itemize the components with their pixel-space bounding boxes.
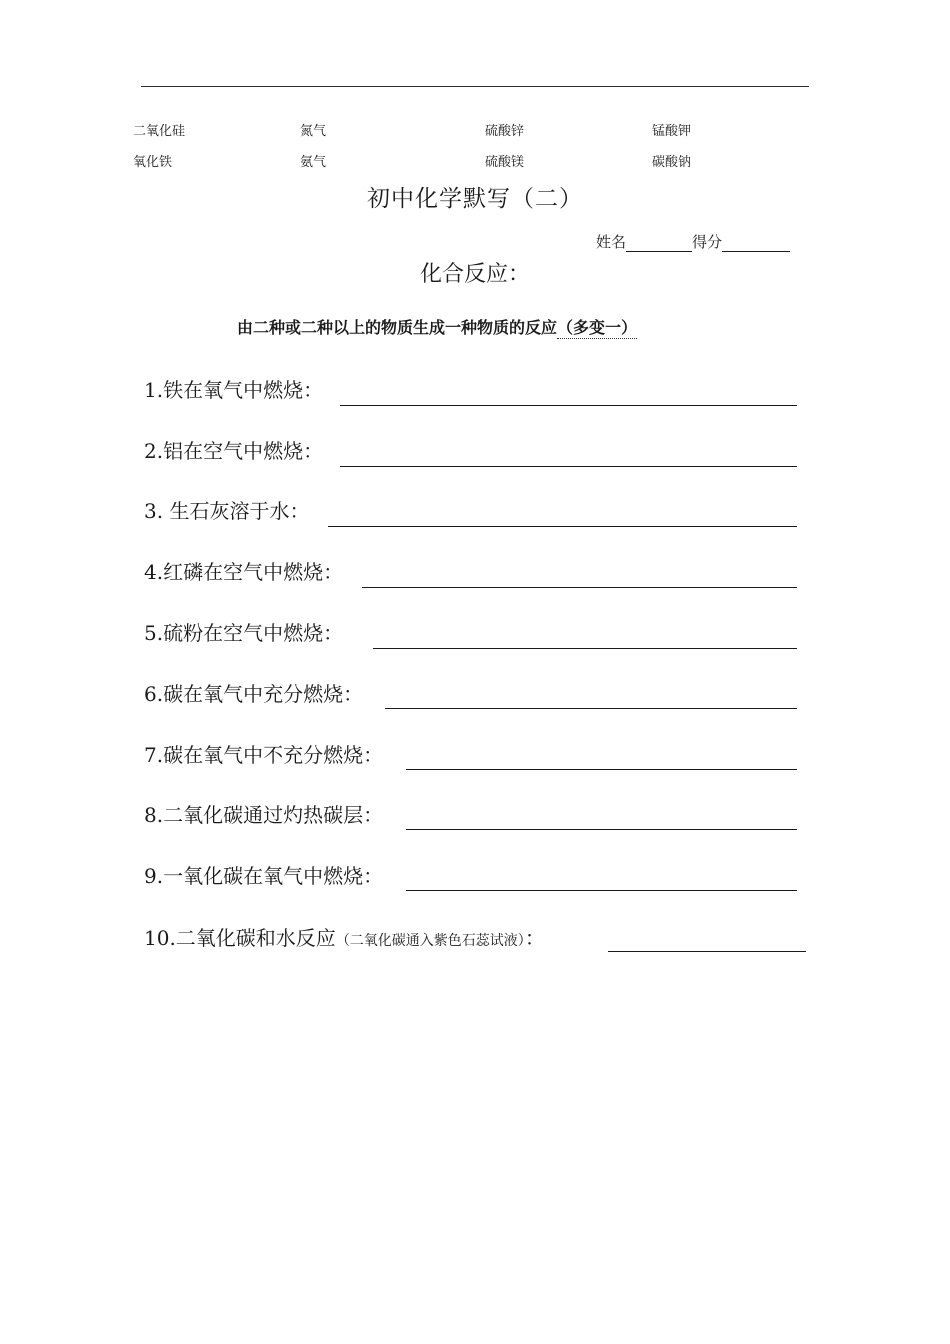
- question-label: 9.一氧化碳在氧气中燃烧：: [144, 864, 384, 888]
- answer-line[interactable]: [340, 405, 797, 406]
- question-label: 3. 生石灰溶于水：: [144, 499, 310, 523]
- compound-item: 碳酸钠: [652, 155, 692, 170]
- compound-item: 二氧化硅: [133, 124, 186, 139]
- answer-line[interactable]: [362, 587, 797, 588]
- answer-line[interactable]: [385, 708, 797, 709]
- question-label: 6.碳在氧气中充分燃烧：: [144, 682, 364, 706]
- name-label: 姓名: [596, 233, 627, 251]
- score-label: 得分: [692, 233, 723, 251]
- question-label: 5.硫粉在空气中燃烧：: [144, 621, 344, 645]
- compound-item: 氧化铁: [133, 155, 173, 170]
- answer-line[interactable]: [608, 951, 806, 952]
- answer-line[interactable]: [328, 526, 797, 527]
- name-score-row: [596, 232, 790, 252]
- section-title: 化合反应：: [419, 262, 530, 287]
- definition: [237, 316, 637, 340]
- question-note: （二氧化碳通入紫色石蕊试液）: [335, 933, 525, 949]
- question-label: 4.红磷在空气中燃烧：: [144, 560, 344, 584]
- header-rule: [141, 86, 809, 87]
- question-label: 8.二氧化碳通过灼热碳层：: [144, 803, 384, 827]
- compound-item: 氮气: [300, 124, 327, 139]
- compound-item: 硫酸锌: [485, 124, 525, 139]
- question-suffix: ：: [524, 926, 545, 950]
- answer-line[interactable]: [406, 829, 797, 830]
- compound-item: 锰酸钾: [652, 124, 692, 139]
- compound-item: 硫酸镁: [485, 155, 525, 170]
- question-label: 2.铝在空气中燃烧：: [144, 439, 324, 463]
- answer-line[interactable]: [406, 769, 797, 770]
- question-label: 7.碳在氧气中不充分燃烧：: [144, 743, 384, 767]
- compound-item: 氨气: [300, 155, 327, 170]
- score-field[interactable]: [722, 235, 790, 252]
- question-label: 1.铁在氧气中燃烧：: [144, 378, 324, 402]
- question-row: [144, 924, 545, 955]
- answer-line[interactable]: [406, 890, 797, 891]
- answer-line[interactable]: [340, 466, 797, 467]
- definition-text: 由二种或二种以上的物质生成一种物质的反应: [237, 318, 558, 337]
- answer-line[interactable]: [373, 648, 797, 649]
- definition-emphasis: （多变一）: [557, 318, 638, 337]
- question-label: 10.二氧化碳和水反应: [144, 926, 336, 950]
- page-title: 初中化学默写（二）: [367, 186, 583, 212]
- name-field[interactable]: [626, 235, 692, 252]
